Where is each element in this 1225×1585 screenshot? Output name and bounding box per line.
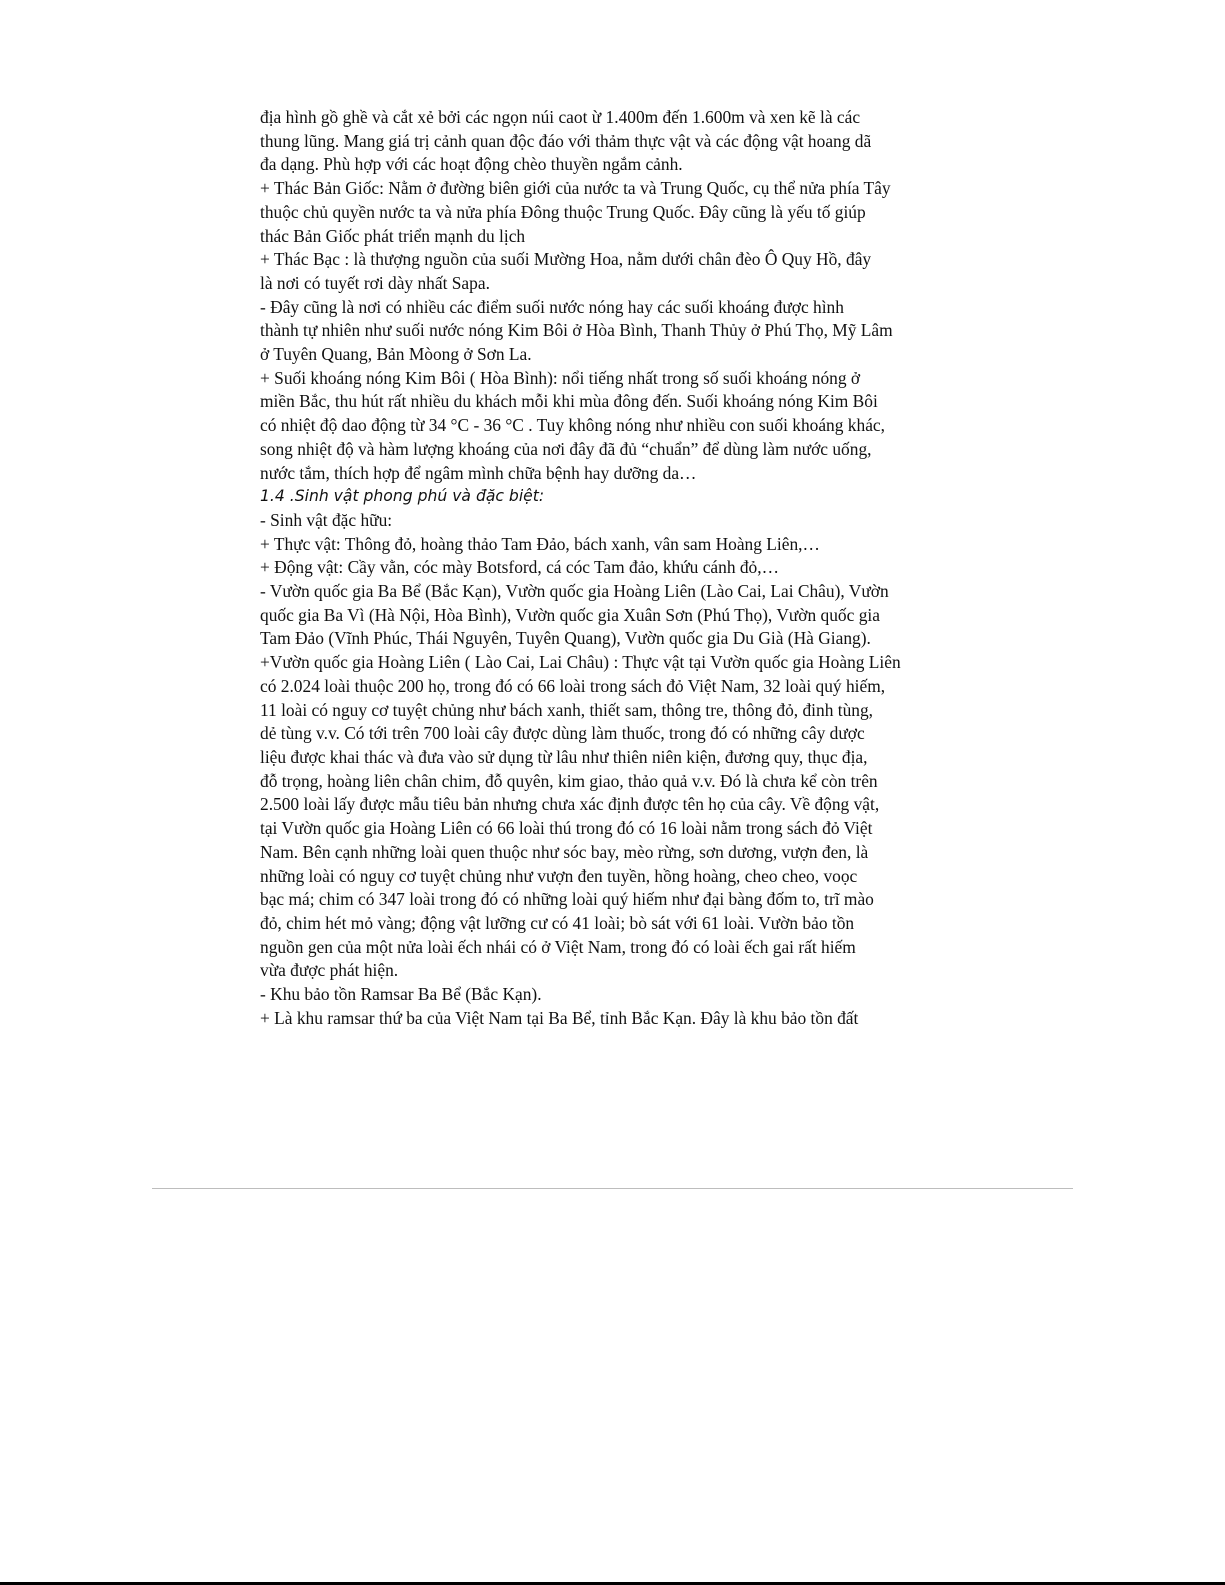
text-line: liệu được khai thác và đưa vào sử dụng từ lâu như thiên niên kiện, đương quy, thục địa,	[260, 746, 868, 767]
text-line: có nhiệt độ dao động từ 34 °C - 36 °C . Tuy không nóng như nhiều con suối khoáng khác,	[260, 415, 885, 436]
text-line: + Thực vật: Thông đỏ, hoàng thảo Tam Đảo, bách xanh, vân sam Hoàng Liên,…	[260, 533, 820, 554]
text-line: - Sinh vật đặc hữu:	[260, 509, 393, 530]
text-line: thành tự nhiên như suối nước nóng Kim Bôi ở Hòa Bình, Thanh Thủy ở Phú Thọ, Mỹ Lâm	[260, 320, 893, 341]
text-line: có 2.024 loài thuộc 200 họ, trong đó có 66 loài trong sách đỏ Việt Nam, 32 loài quý hiếm,	[260, 675, 886, 696]
text-line: + Là khu ramsar thứ ba của Việt Nam tại Ba Bể, tỉnh Bắc Kạn. Đây là khu bảo tồn đất	[260, 1007, 859, 1028]
text-line: tại Vườn quốc gia Hoàng Liên có 66 loài thú trong đó có 16 loài nằm trong sách đỏ Việt	[260, 818, 873, 839]
text-line: 2.500 loài lấy được mẫu tiêu bản nhưng chưa xác định được tên họ của cây. Về động vật,	[260, 794, 880, 815]
text-line: ở Tuyên Quang, Bản Mòong ở Sơn La.	[260, 344, 532, 365]
text-line: + Thác Bạc : là thượng nguồn của suối Mường Hoa, nằm dưới chân đèo Ô Quy Hồ, đây	[260, 249, 872, 270]
text-line: nguồn gen của một nửa loài ếch nhái có ở Việt Nam, trong đó có loài ếch gai rất hiếm	[260, 936, 856, 957]
text-line: thác Bản Giốc phát triển mạnh du lịch	[260, 225, 526, 246]
text-line: Nam. Bên cạnh những loài quen thuộc như sóc bay, mèo rừng, sơn dương, vượn đen, là	[260, 841, 869, 862]
text-line: thung lũng. Mang giá trị cảnh quan độc đáo với thảm thực vật và các động vật hoang dã	[260, 130, 872, 151]
page-divider	[152, 1188, 1073, 1189]
text-line: đa dạng. Phù hợp với các hoạt động chèo thuyền ngắm cảnh.	[260, 154, 683, 175]
text-line: - Khu bảo tồn Ramsar Ba Bể (Bắc Kạn).	[260, 984, 542, 1005]
text-line: Tam Đảo (Vĩnh Phúc, Thái Nguyên, Tuyên Quang), Vườn quốc gia Du Già (Hà Giang).	[260, 628, 871, 649]
text-line: + Động vật: Cầy vằn, cóc mày Botsford, cá cóc Tam đảo, khứu cánh đỏ,…	[260, 557, 779, 578]
text-line: - Đây cũng là nơi có nhiều các điểm suối nước nóng hay các suối khoáng được hình	[260, 296, 844, 317]
text-line: địa hình gồ ghề và cắt xẻ bởi các ngọn núi caot ừ 1.400m đến 1.600m và xen kẽ là các	[260, 107, 861, 127]
text-line: nước tắm, thích hợp để ngâm mình chữa bệnh hay dưỡng da…	[260, 462, 697, 483]
text-line: quốc gia Ba Vì (Hà Nội, Hòa Bình), Vườn quốc gia Xuân Sơn (Phú Thọ), Vườn quốc gia	[260, 604, 880, 625]
text-line: - Vườn quốc gia Ba Bể (Bắc Kạn), Vườn quốc gia Hoàng Liên (Lào Cai, Lai Châu), Vườn	[260, 581, 889, 602]
text-line: + Suối khoáng nóng Kim Bôi ( Hòa Bình): nổi tiếng nhất trong số suối khoáng nóng ở	[260, 367, 861, 388]
section-heading: 1.4 .Sinh vật phong phú và đặc biệt:	[260, 487, 545, 506]
text-line: là nơi có tuyết rơi dày nhất Sapa.	[260, 272, 490, 293]
text-line: dẻ tùng v.v. Có tới trên 700 loài cây được dùng làm thuốc, trong đó có những cây dược	[260, 723, 865, 744]
text-line: thuộc chủ quyền nước ta và nửa phía Đông thuộc Trung Quốc. Đây cũng là yếu tố giúp	[260, 201, 866, 222]
text-line: bạc má; chim có 347 loài trong đó có những loài quý hiếm như đại bàng đốm to, trĩ mào	[260, 889, 874, 910]
document-body	[260, 106, 980, 1030]
text-line: + Thác Bản Giốc: Nằm ở đường biên giới của nước ta và Trung Quốc, cụ thể nửa phía Tây	[260, 178, 891, 199]
text-line: miền Bắc, thu hút rất nhiều du khách mỗi khi mùa đông đến. Suối khoáng nóng Kim Bôi	[260, 391, 878, 412]
text-line: 11 loài có nguy cơ tuyệt chủng như bách xanh, thiết sam, thông tre, thông đỏ, đinh tùng,	[260, 699, 874, 720]
text-line: đỏ, chim hét mỏ vàng; động vật lưỡng cư có 41 loài; bò sát với 61 loài. Vườn bảo tồn	[260, 912, 855, 933]
text-line: đỗ trọng, hoàng liên chân chim, đỗ quyên, kim giao, thảo quả v.v. Đó là chưa kể còn trên	[260, 770, 878, 791]
text-line: những loài có nguy cơ tuyệt chủng như vượn đen tuyền, hồng hoàng, cheo cheo, voọc	[260, 865, 858, 886]
text-line: vừa được phát hiện.	[260, 960, 399, 981]
text-line: song nhiệt độ và hàm lượng khoáng của nơi đây đã đủ “chuẩn” để dùng làm nước uống,	[260, 438, 872, 459]
text-line: +Vườn quốc gia Hoàng Liên ( Lào Cai, Lai Châu) : Thực vật tại Vườn quốc gia Hoàng Liên	[260, 652, 901, 673]
